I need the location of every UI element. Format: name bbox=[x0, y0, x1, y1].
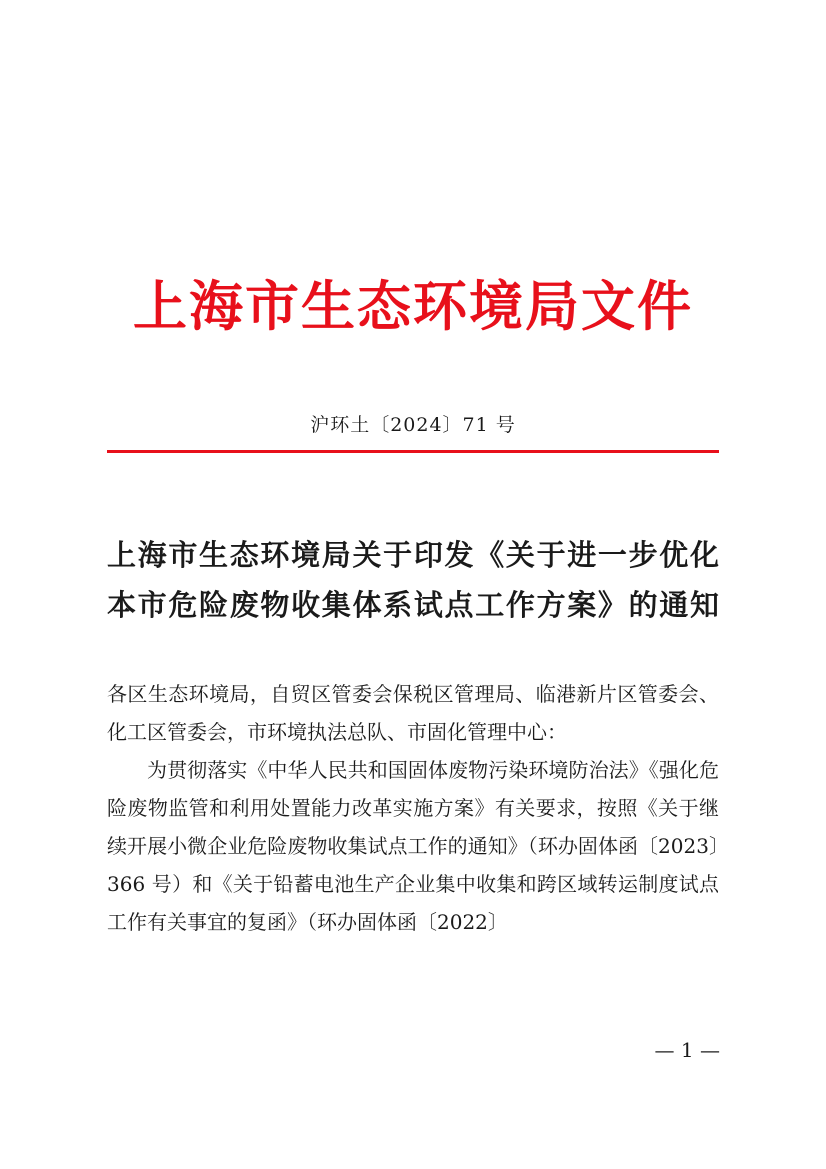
red-divider-line bbox=[107, 450, 719, 453]
page-number: — 1 — bbox=[654, 1038, 720, 1062]
addressee-paragraph: 各区生态环境局，自贸区管委会保税区管理局、临港新片区管委会、化工区管委会，市环境执法总队、市固化管理中心： bbox=[107, 682, 719, 744]
document-body bbox=[107, 675, 719, 941]
document-number: 沪环土〔2024〕71 号 bbox=[310, 414, 516, 436]
body-paragraph-1: 为贯彻落实《中华人民共和国固体废物污染环境防治法》《强化危险废物监管和利用处置能力改革实施方案》有关要求，按照《关于继续开展小微企业危险废物收集试点工作的通知》（环办固体函〔2023〕366 号）和《关于铅蓄电池生产企业集中收集和跨区域转运制度试点工作有关事宜的复函》（环办固体函〔2022〕 bbox=[107, 758, 719, 934]
document-title-line-2: 本市危险废物收集体系试点工作方案》的通知 bbox=[107, 588, 719, 622]
document-title bbox=[107, 530, 719, 630]
document-title-line-1: 上海市生态环境局关于印发《关于进一步优化 bbox=[107, 538, 719, 572]
masthead-title: 上海市生态环境局文件 bbox=[133, 275, 693, 338]
